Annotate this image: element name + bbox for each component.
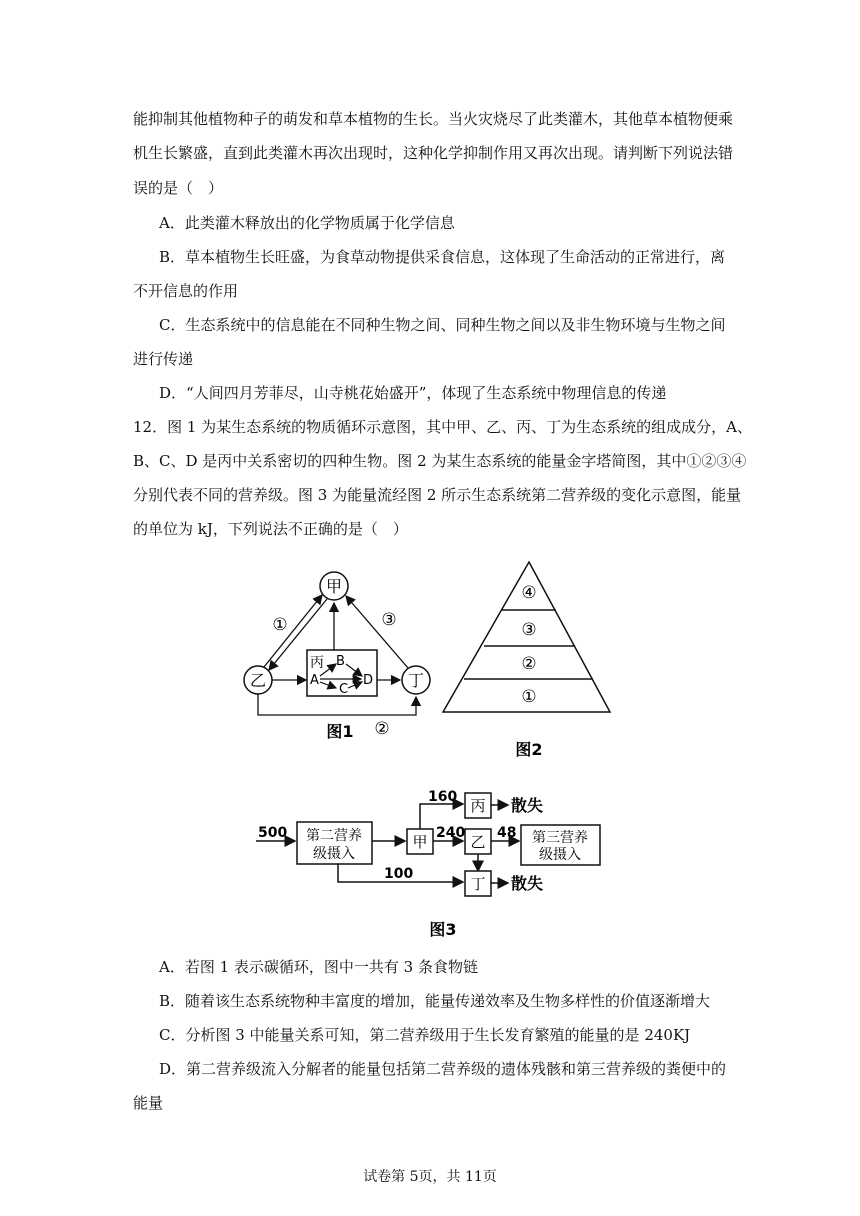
q12-option-d-line2: 能量 bbox=[133, 1094, 164, 1112]
figure-3-caption: 图3 bbox=[429, 920, 457, 939]
box-intake-line1: 第二营养 bbox=[306, 828, 362, 844]
q12-option-b: B．随着该生态系统物种丰富度的增加，能量传递效率及生物多样性的价值逐渐增大 bbox=[159, 992, 711, 1010]
q12-option-c: C．分析图 3 中能量关系可知，第二营养级用于生长发育繁殖的能量的是 240KJ bbox=[159, 1026, 691, 1044]
pyramid-level-3: ③ bbox=[521, 620, 537, 640]
node-ding-label: 丁 bbox=[407, 671, 425, 690]
box-third-line1: 第三营养 bbox=[532, 830, 588, 846]
pyramid-level-4: ④ bbox=[521, 583, 537, 603]
figure-1-caption: 图1 bbox=[326, 722, 354, 741]
box-third-line2: 级摄入 bbox=[539, 847, 581, 863]
mark-3: ③ bbox=[381, 610, 397, 630]
q11-option-c-line1: C．生态系统中的信息能在不同种生物之间、同种生物之间以及非生物环境与生物之间 bbox=[159, 316, 726, 334]
figure-2-caption: 图2 bbox=[515, 740, 543, 759]
node-jia-label: 甲 bbox=[325, 577, 343, 596]
q11-stem-line1: 能抑制其他植物种子的萌发和草本植物的生长。当火灾烧尽了此类灌木，其他草本植物便乘 bbox=[133, 110, 734, 128]
figure-3-energy-flow bbox=[250, 785, 610, 945]
organism-d: D bbox=[363, 673, 374, 688]
box-yi-label: 乙 bbox=[470, 833, 486, 851]
loss-label-2: 散失 bbox=[511, 874, 544, 893]
box-bing-label: 丙 bbox=[470, 797, 486, 815]
loss-label-1: 散失 bbox=[511, 796, 544, 815]
value-48: 48 bbox=[497, 825, 517, 841]
q11-stem-line2: 机生长繁盛，直到此类灌木再次出现时，这种化学抑制作用又再次出现。请判断下列说法错 bbox=[133, 144, 734, 162]
pyramid-level-2: ② bbox=[521, 654, 537, 674]
box-ding-label: 丁 bbox=[470, 875, 486, 893]
box-bing-label: 丙 bbox=[310, 655, 324, 671]
figure-2-energy-pyramid bbox=[440, 558, 615, 763]
value-240: 240 bbox=[436, 825, 466, 841]
mark-1: ① bbox=[272, 615, 288, 635]
input-value: 500 bbox=[258, 825, 288, 841]
q11-option-b-line2: 不开信息的作用 bbox=[133, 282, 239, 300]
q12-stem-line2: B、C、D 是丙中关系密切的四种生物。图 2 为某生态系统的能量金字塔简图，其中①②③④ bbox=[133, 452, 747, 470]
q11-option-d: D．“人间四月芳菲尽，山寺桃花始盛开”，体现了生态系统中物理信息的传递 bbox=[159, 384, 667, 402]
pyramid-level-1: ① bbox=[521, 687, 537, 707]
figure-1-material-cycle bbox=[230, 560, 440, 750]
q12-stem-line4: 的单位为 kJ，下列说法不正确的是（ ） bbox=[133, 520, 408, 538]
q11-stem-line3: 误的是（ ） bbox=[133, 179, 224, 197]
box-intake-line2: 级摄入 bbox=[313, 846, 355, 862]
node-yi-label: 乙 bbox=[249, 671, 267, 690]
mark-2: ② bbox=[374, 719, 390, 739]
value-160: 160 bbox=[428, 789, 458, 805]
organism-c: C bbox=[339, 682, 349, 697]
box-jia-label: 甲 bbox=[412, 833, 428, 851]
q11-option-b-line1: B．草本植物生长旺盛，为食草动物提供采食信息，这体现了生命活动的正常进行，离 bbox=[159, 248, 726, 266]
q12-stem-line1: 12．图 1 为某生态系统的物质循环示意图，其中甲、乙、丙、丁为生态系统的组成成分，A、 bbox=[133, 418, 753, 436]
value-100: 100 bbox=[384, 866, 414, 882]
organism-a: A bbox=[310, 673, 319, 688]
organism-b: B bbox=[336, 654, 345, 669]
page-footer: 试卷第 5页，共 11页 bbox=[363, 1169, 497, 1185]
q12-option-a: A．若图 1 表示碳循环，图中一共有 3 条食物链 bbox=[159, 958, 478, 976]
q11-option-c-line2: 进行传递 bbox=[133, 350, 194, 368]
q12-option-d-line1: D．第二营养级流入分解者的能量包括第二营养级的遗体残骸和第三营养级的粪便中的 bbox=[159, 1060, 727, 1078]
q11-option-a: A．此类灌木释放出的化学物质属于化学信息 bbox=[159, 214, 455, 232]
q12-stem-line3: 分别代表不同的营养级。图 3 为能量流经图 2 所示生态系统第二营养级的变化示意图，能量 bbox=[133, 486, 742, 504]
